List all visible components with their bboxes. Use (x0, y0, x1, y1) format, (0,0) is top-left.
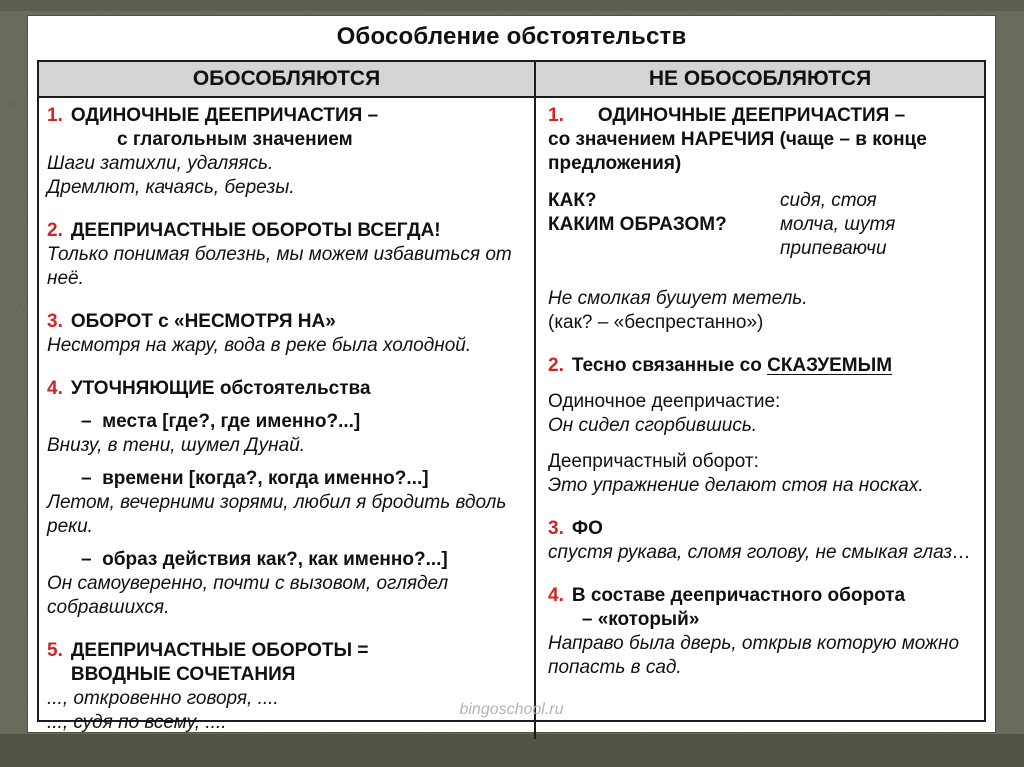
example-text: ..., откровенно говоря, .... (47, 688, 279, 709)
rule-heading (548, 104, 974, 128)
answer-text: припеваючи (780, 238, 887, 259)
rule-heading (548, 584, 974, 632)
rule-heading (47, 377, 524, 401)
rule-subheading: с глагольным значением (117, 129, 353, 150)
answer-list (780, 189, 895, 261)
example-text: Шаги затихли, удаляясь. (47, 153, 274, 174)
left-column (39, 98, 536, 739)
rule-number: 4. (548, 585, 564, 606)
rule-block-left-5 (47, 639, 524, 735)
rule-block-right-3 (548, 517, 974, 565)
example-group (548, 287, 974, 335)
rule-heading-underlined: СКАЗУЕМЫМ (767, 355, 893, 376)
example-text: Несмотря на жару, вода в реке была холодной. (47, 335, 472, 356)
question-list (548, 189, 780, 261)
rule-heading-text: В составе деепричастного оборота – «который» (571, 585, 906, 630)
rule-block-left-1 (47, 104, 524, 200)
watermark: bingoschool.ru (459, 701, 564, 718)
rule-block-right-2 (548, 354, 974, 498)
example-text: Летом, вечерними зорями, любил я бродить вдоль реки. (47, 492, 512, 537)
column-header-not-isolated: НЕ ОБОСОБЛЯЮТСЯ (536, 62, 984, 98)
rule-block-left-2 (47, 219, 524, 291)
rule-heading (548, 354, 974, 378)
rule-subpoint-time: – времени [когда?, когда именно?...] (81, 468, 429, 489)
slide-title: Обособление обстоятельств (336, 23, 687, 50)
answer-text: молча, шутя (780, 214, 896, 235)
rule-block-left-4 (47, 377, 524, 620)
rule-heading (47, 219, 524, 243)
question-text: КАКИМ ОБРАЗОМ? (548, 214, 727, 235)
rule-subpoint-manner: – образ действия как?, как именно?...] (81, 549, 448, 570)
example-text: Он сидел сгорбившись. (548, 415, 758, 436)
example-text: Внизу, в тени, шумел Дунай. (47, 435, 306, 456)
example-text: Только понимая болезнь, мы можем избавиться от неё. (47, 244, 517, 289)
example-text: ..., судя по всему, .... (47, 712, 227, 733)
column-header-isolated: ОБОСОБЛЯЮТСЯ (39, 62, 536, 98)
slide-card (28, 16, 995, 732)
rule-block-right-1 (548, 104, 974, 335)
rule-heading (47, 310, 524, 334)
right-column (536, 98, 984, 739)
rule-number: 3. (548, 518, 564, 539)
rule-heading-text: ОДИНОЧНЫЕ ДЕЕПРИЧАСТИЯ – (70, 105, 379, 126)
example-text: Направо была дверь, открыв которую можно попасть в сад. (548, 633, 965, 678)
example-text: Дремлют, качаясь, березы. (47, 177, 295, 198)
rule-number: 1. (548, 105, 564, 126)
rule-heading-text: УТОЧНЯЮЩИЕ обстоятельства (70, 378, 371, 399)
rule-heading (47, 639, 524, 687)
rule-number: 2. (47, 220, 63, 241)
rule-heading-text: ДЕЕПРИЧАСТНЫЕ ОБОРОТЫ ВСЕГДА! (70, 220, 441, 241)
example-text: Он самоуверенно, почти с вызовом, оглядел собравшихся. (47, 573, 454, 618)
rule-block-left-3 (47, 310, 524, 358)
example-text: спустя рукава, сломя голову, не смыкая глаз… (548, 542, 972, 563)
question-text: КАК? (548, 190, 597, 211)
question-answer-block (548, 189, 974, 261)
rule-block-right-4 (548, 584, 974, 680)
example-text: Не смолкая бушует метель. (548, 288, 808, 309)
answer-text: сидя, стоя (780, 190, 877, 211)
case-label: Деепричастный оборот: (548, 451, 759, 472)
example-note: (как? – «беспрестанно») (548, 312, 764, 333)
rule-number: 2. (548, 355, 564, 376)
case-label: Одиночное деепричастие: (548, 391, 781, 412)
example-text: Это упражнение делают стоя на носках. (548, 475, 924, 496)
rule-heading-text: ФО (571, 518, 603, 539)
rule-heading-text: ДЕЕПРИЧАСТНЫЕ ОБОРОТЫ = ВВОДНЫЕ СОЧЕТАНИЯ (70, 640, 369, 685)
rule-number: 1. (47, 105, 63, 126)
rule-heading-continuation: со значением НАРЕЧИЯ (чаще – в конце предложения) (548, 129, 933, 174)
rule-subpoint-place: – места [где?, где именно?...] (81, 411, 361, 432)
rule-number: 5. (47, 640, 63, 661)
rule-number: 4. (47, 378, 63, 399)
rule-heading-text: Тесно связанные со (571, 355, 768, 376)
rule-heading (47, 104, 524, 128)
rule-number: 3. (47, 311, 63, 332)
rule-heading-text: ОБОРОТ с «НЕСМОТРЯ НА» (70, 311, 336, 332)
rule-heading-text: ОДИНОЧНЫЕ ДЕЕПРИЧАСТИЯ – (597, 105, 906, 126)
rule-heading (548, 517, 974, 541)
comparison-table (37, 60, 986, 733)
top-band (0, 0, 1024, 11)
